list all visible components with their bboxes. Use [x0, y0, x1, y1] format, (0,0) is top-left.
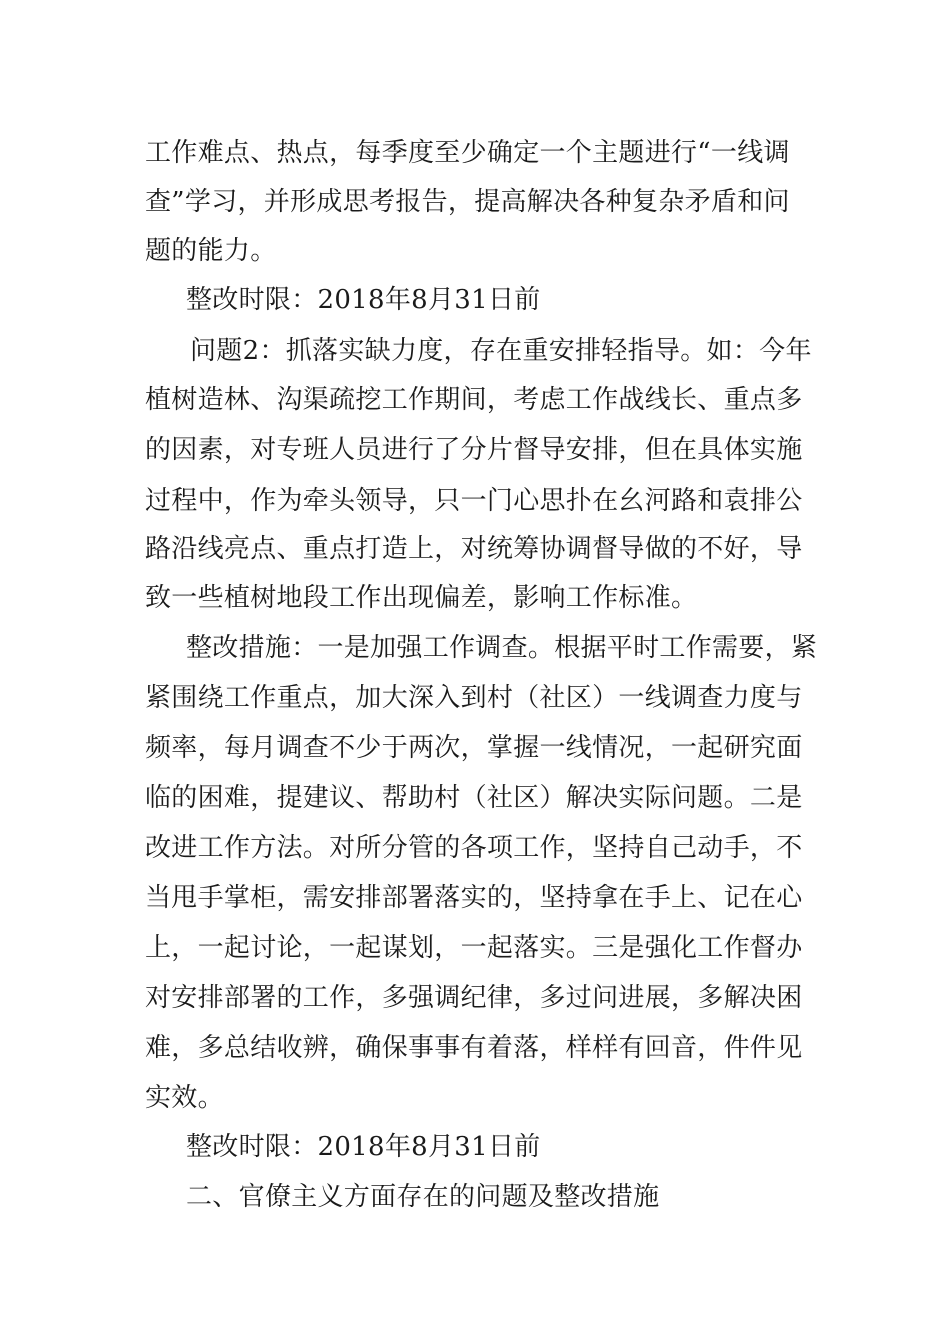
section-heading: 二、官僚主义方面存在的问题及整改措施	[186, 1182, 660, 1212]
measures-line: 临的困难，提建议、帮助村（社区）解决实际问题。二是	[145, 783, 803, 813]
measures-line: 上，一起讨论，一起谋划，一起落实。三是强化工作督办	[145, 933, 803, 963]
measures-line: 难，多总结收辨，确保事事有着落，样样有回音，件件见	[145, 1033, 803, 1063]
measures-line: 对安排部署的工作，多强调纪律，多过问进展，多解决困	[145, 983, 803, 1013]
problem-line: 过程中，作为牵头领导，只一门心思扑在幺河路和袁排公	[145, 486, 803, 516]
measures-line: 频率，每月调查不少于两次，掌握一线情况，一起研究面	[145, 733, 803, 763]
problem-line: 的因素，对专班人员进行了分片督导安排，但在具体实施	[145, 435, 803, 465]
problem-line: 植树造林、沟渠疏挖工作期间，考虑工作战线长、重点多	[145, 385, 803, 415]
measures-line: 整改措施：一是加强工作调查。根据平时工作需要，紧	[186, 633, 818, 663]
problem-line: 问题2：抓落实缺力度，存在重安排轻指导。如：今年	[190, 336, 812, 366]
measures-line: 当甩手掌柜，需安排部署落实的，坚持拿在手上、记在心	[145, 883, 803, 913]
problem-line: 路沿线亮点、重点打造上，对统筹协调督导做的不好，导	[145, 534, 803, 564]
measures-line: 实效。	[145, 1083, 224, 1113]
problem-line: 致一些植树地段工作出现偏差，影响工作标准。	[145, 583, 698, 613]
paragraph-line: 查”学习，并形成思考报告，提高解决各种复杂矛盾和问	[145, 187, 790, 217]
deadline-line: 整改时限：2018年8月31日前	[186, 285, 541, 315]
measures-line: 紧围绕工作重点，加大深入到村（社区）一线调查力度与	[145, 683, 803, 713]
paragraph-line: 工作难点、热点，每季度至少确定一个主题进行“一线调	[145, 138, 790, 168]
measures-line: 改进工作方法。对所分管的各项工作，坚持自己动手，不	[145, 833, 803, 863]
paragraph-line: 题的能力。	[145, 236, 277, 266]
deadline-line: 整改时限：2018年8月31日前	[186, 1132, 541, 1162]
